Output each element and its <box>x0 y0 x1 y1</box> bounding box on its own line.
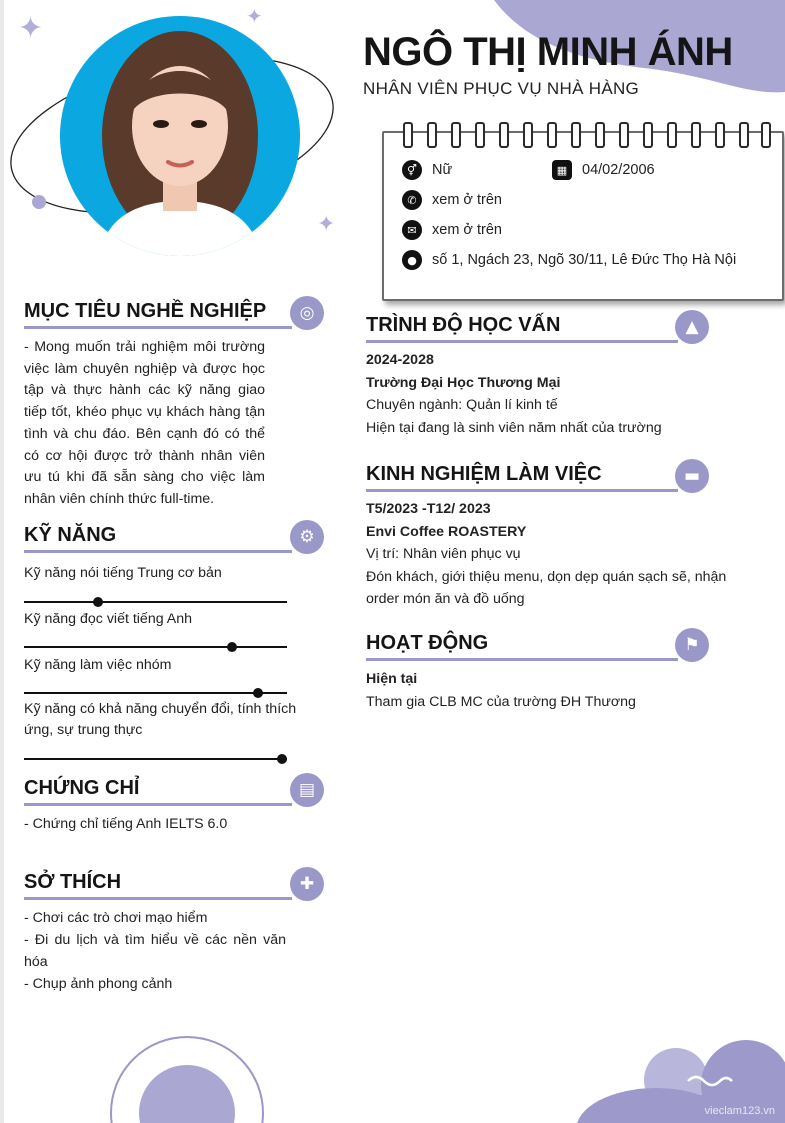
notebook-rings <box>399 122 769 146</box>
sparkle-icon: ✦ <box>18 11 44 46</box>
skill-bar <box>24 601 287 603</box>
skill-bar <box>24 692 287 694</box>
experience-company: Envi Coffee ROASTERY <box>366 523 527 540</box>
job-title: NHÂN VIÊN PHỤC VỤ NHÀ HÀNG <box>363 79 640 98</box>
experience-heading: KINH NGHIỆM LÀM VIỆC <box>366 463 602 485</box>
sparkle-icon: ✦ <box>317 212 336 237</box>
hobby-item: - Đi du lịch và tìm hiểu về các nền văn hóa <box>24 932 286 970</box>
skill-label: Kỹ năng đọc viết tiếng Anh <box>24 611 193 627</box>
certificates-underline <box>24 803 292 806</box>
certificate-icon: ▤ <box>290 773 324 807</box>
profile-photo <box>60 16 300 256</box>
education-heading: TRÌNH ĐỘ HỌC VẤN <box>366 314 561 336</box>
location-pin-icon: ● <box>402 250 422 270</box>
certificate-item: - Chứng chỉ tiếng Anh IELTS 6.0 <box>24 816 228 832</box>
activities-underline <box>366 658 678 661</box>
skill-knob <box>227 642 237 652</box>
contact-birthday: ▦ 04/02/2006 <box>552 160 655 180</box>
experience-position: Vị trí: Nhân viên phục vụ <box>366 546 521 562</box>
skill-knob <box>93 597 103 607</box>
skill-knob <box>277 754 287 764</box>
watermark: vieclam123.vn <box>704 1105 775 1117</box>
experience-duties: Đón khách, giới thiệu menu, dọn dẹp quán sạch sẽ, nhận order món ăn và đồ uống <box>366 568 727 607</box>
hobbies-heading: SỞ THÍCH <box>24 871 122 893</box>
calendar-icon: ▦ <box>552 160 572 180</box>
experience-entry <box>366 498 766 611</box>
cv-page <box>4 0 785 1123</box>
skill-label: Kỹ năng làm việc nhóm <box>24 657 172 673</box>
contact-email: ✉ xem ở trên <box>402 220 502 240</box>
phone-icon: ✆ <box>402 190 422 210</box>
target-icon: ◎ <box>290 296 324 330</box>
objective-text: - Mong muốn trải nghiệm môi trường việc làm chuyên nghiệp và được học tập và thực hành các kỹ năng giao tiếp tốt, khéo phục vụ khách hàng tận tình và chu đáo. Bên cạnh đó có thể có cơ hội được trở thành nhân viên ưu tú khi đã sẵn sàng cho việc làm nhân viên chính thức full-time. <box>24 339 265 507</box>
email-icon: ✉ <box>402 220 422 240</box>
contact-gender: ⚥ Nữ <box>402 160 452 180</box>
contact-address: ● số 1, Ngách 23, Ngõ 30/11, Lê Đức Thọ Hà Nội <box>402 250 736 270</box>
puzzle-icon: ✚ <box>290 867 324 901</box>
activities-heading: HOẠT ĐỘNG <box>366 632 489 654</box>
hobbies-underline <box>24 897 292 900</box>
skill-bar <box>24 646 287 648</box>
skill-label: Kỹ năng nói tiếng Trung cơ bản <box>24 565 222 581</box>
objective-underline <box>24 326 292 329</box>
avatar <box>60 16 300 256</box>
certificates-heading: CHỨNG CHỈ <box>24 777 140 799</box>
candidate-name: NGÔ THỊ MINH ÁNH <box>363 30 733 74</box>
bottom-left-circle-decoration <box>104 1028 274 1123</box>
activities-period: Hiện tại <box>366 671 418 687</box>
gender-icon: ⚥ <box>402 160 422 180</box>
education-underline <box>366 340 678 343</box>
flag-icon: ⚑ <box>675 628 709 662</box>
skills-heading: KỸ NĂNG <box>24 524 117 546</box>
skill-bar <box>24 758 287 760</box>
hobby-item: - Chụp ảnh phong cảnh <box>24 976 173 992</box>
hobbies-list <box>24 907 286 995</box>
sparkle-icon: ✦ <box>246 4 263 28</box>
contact-card <box>382 131 784 301</box>
education-school: Trường Đại Học Thương Mại <box>366 374 561 391</box>
experience-period: T5/2023 -T12/ 2023 <box>366 501 491 517</box>
gear-icon: ⚙ <box>290 520 324 554</box>
hobby-item: - Chơi các trò chơi mạo hiểm <box>24 910 208 926</box>
skill-knob <box>253 688 263 698</box>
activities-text: Tham gia CLB MC của trường ĐH Thương <box>366 693 636 710</box>
education-major: Chuyên ngành: Quản lí kinh tế <box>366 397 558 413</box>
activities-entry <box>366 668 766 713</box>
education-period: 2024-2028 <box>366 352 434 368</box>
graduation-cap-icon: ▲ <box>675 310 709 344</box>
education-entry <box>366 349 766 439</box>
skills-underline <box>24 550 292 553</box>
experience-underline <box>366 489 678 492</box>
contact-phone: ✆ xem ở trên <box>402 190 502 210</box>
objective-heading: MỤC TIÊU NGHỀ NGHIỆP <box>24 300 267 322</box>
skill-label: Kỹ năng có khả năng chuyển đổi, tính thích ứng, sự trung thực <box>24 701 297 738</box>
briefcase-icon: ▬ <box>675 459 709 493</box>
education-note: Hiện tại đang là sinh viên năm nhất của trường <box>366 419 662 436</box>
